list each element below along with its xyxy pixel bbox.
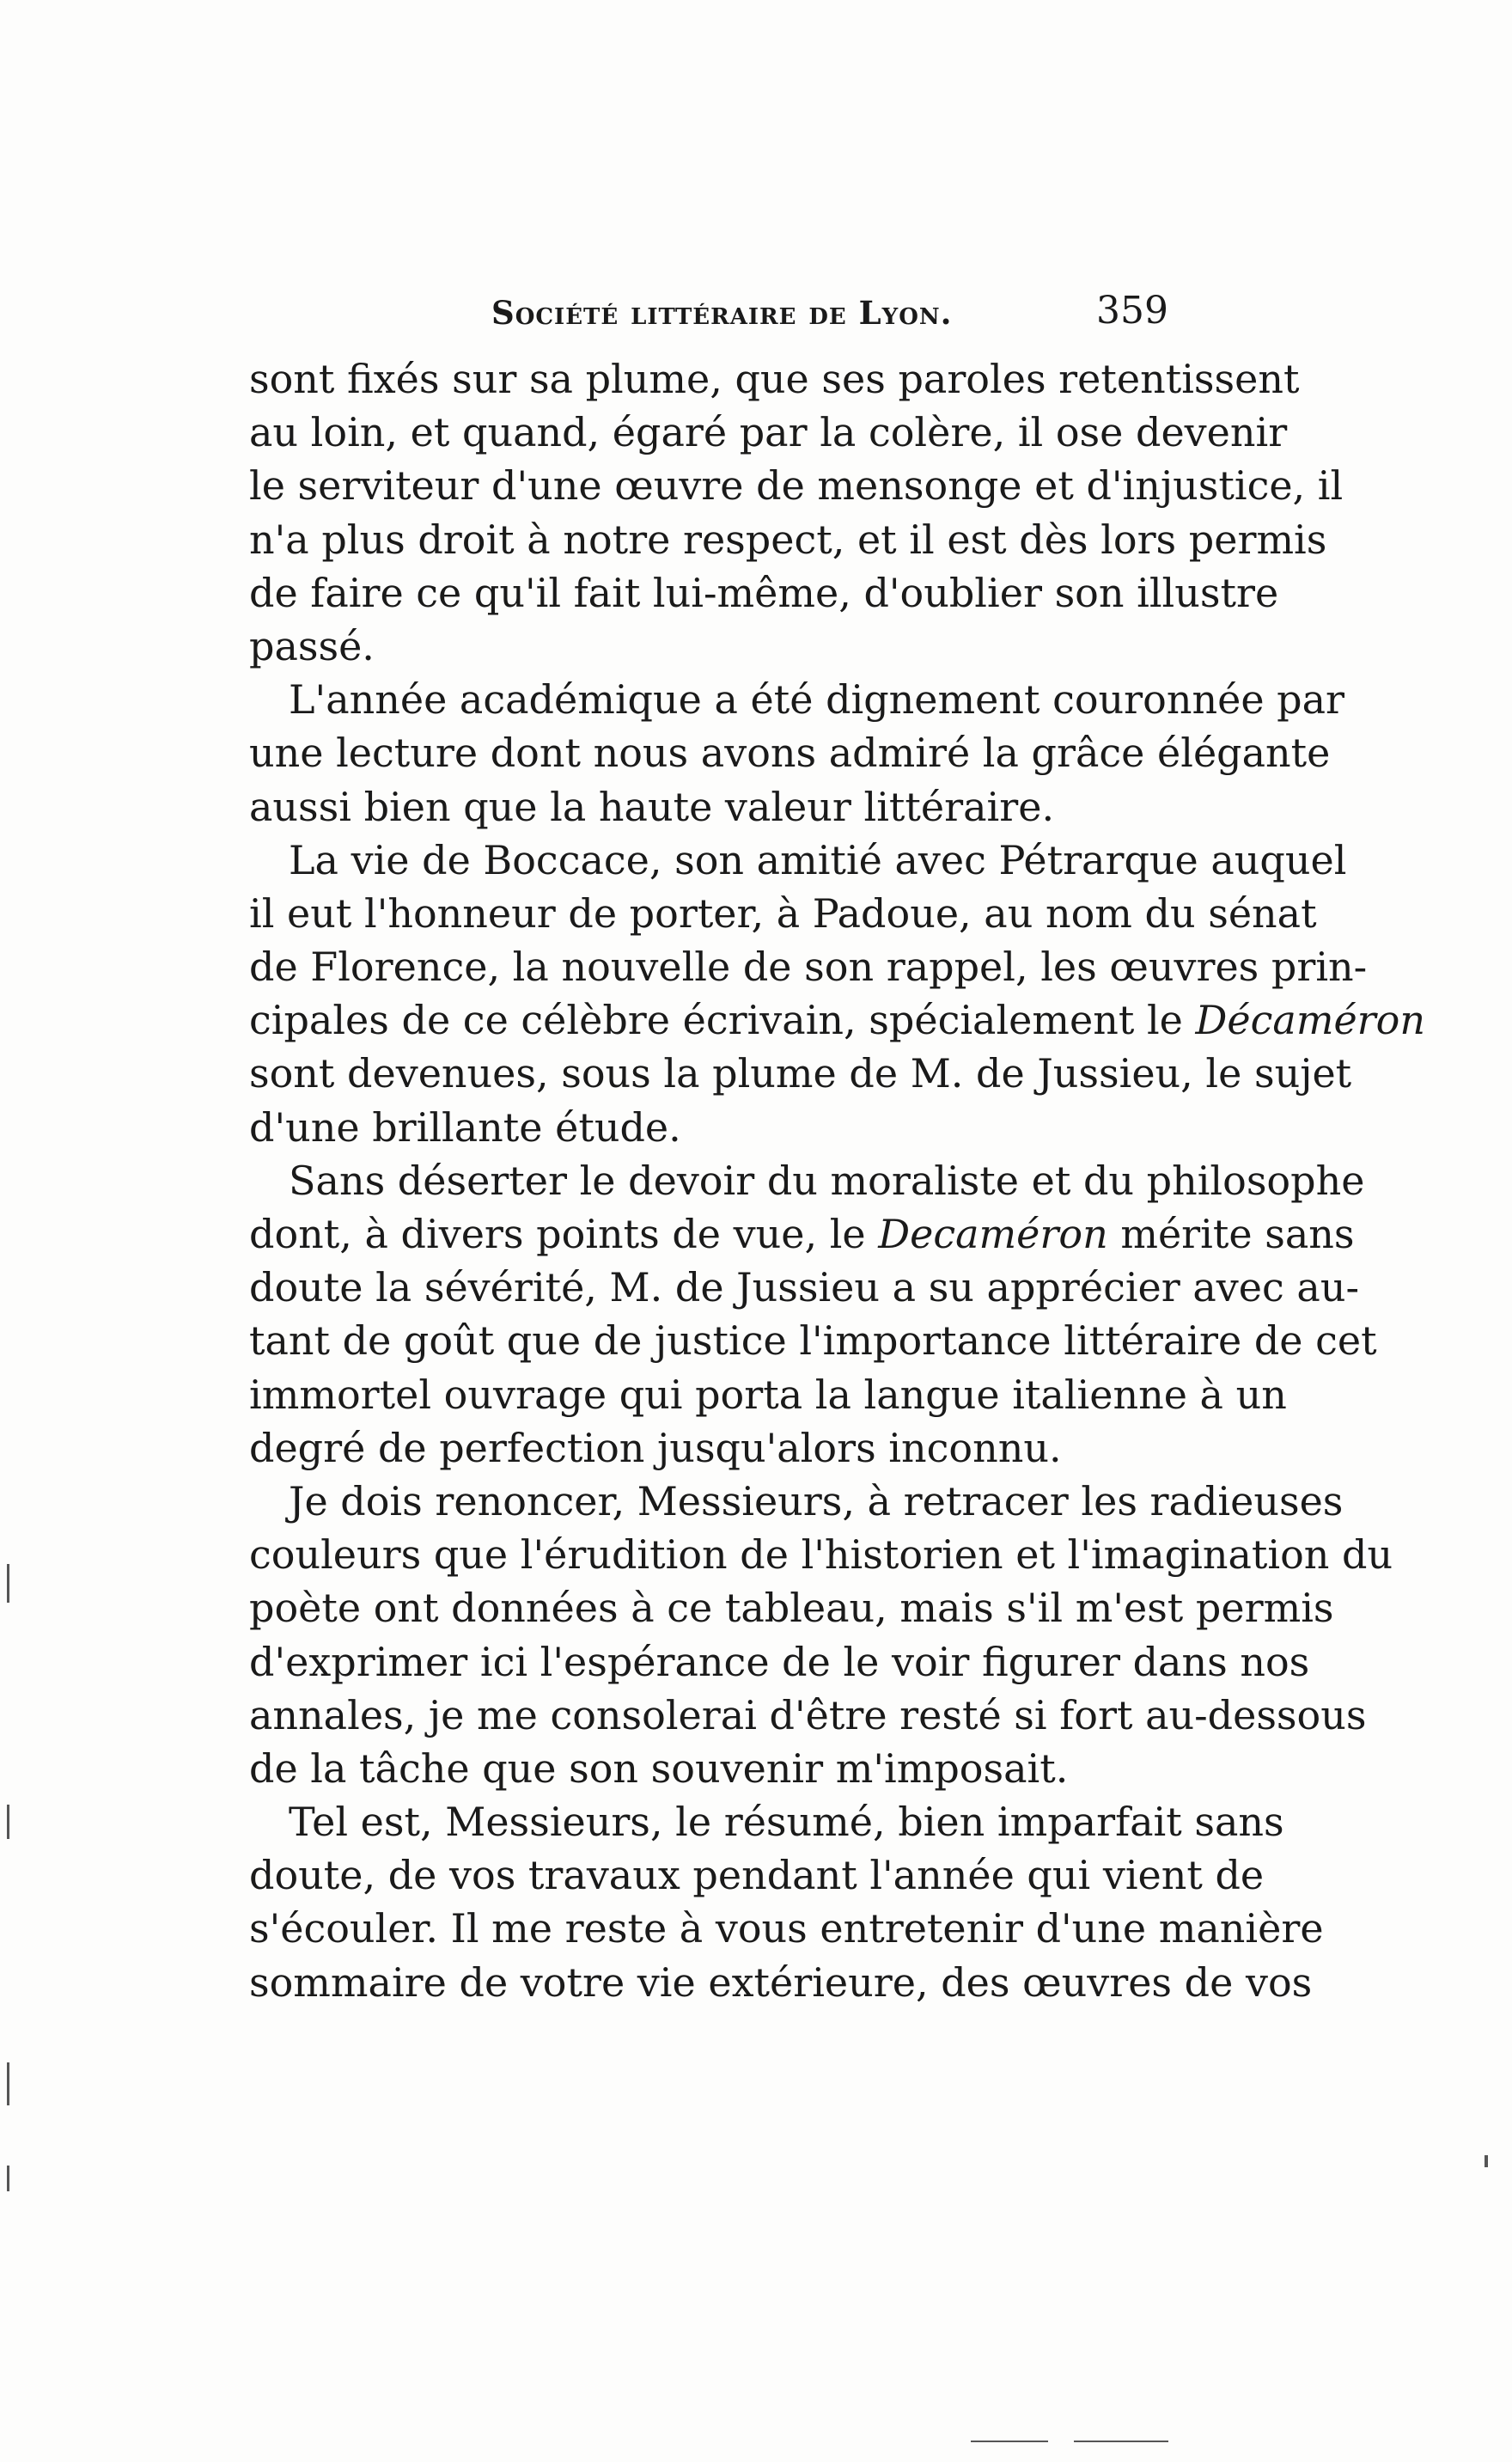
scan-mark — [7, 2166, 9, 2191]
text-line: de faire ce qu'il fait lui-même, d'oublier son illustre — [249, 569, 1279, 616]
text-line: passé. — [249, 622, 375, 669]
text-line: doute, de vos travaux pendant l'année qui vient de — [249, 1852, 1265, 1899]
text-line — [249, 1207, 1355, 1261]
text-line: couleurs que l'érudition de l'historien et l'imagination du — [249, 1531, 1393, 1579]
page-number: 359 — [1096, 289, 1168, 333]
text-line: doute la sévérité, M. de Jussieu a su apprécier avec au- — [249, 1264, 1359, 1311]
body-text — [249, 352, 1425, 2009]
text-line: sont devenues, sous la plume de M. de Jussieu, le sujet — [249, 1050, 1352, 1097]
text-line: tant de goût que de justice l'importance littéraire de cet — [249, 1317, 1377, 1365]
text-line: sommaire de votre vie extérieure, des œuvres de vos — [249, 1958, 1313, 2006]
text-line: Je dois renoncer, Messieurs, à retracer les radieuses — [289, 1477, 1344, 1524]
text-line: d'exprimer ici l'espérance de le voir figurer dans nos — [249, 1638, 1310, 1685]
text-line: au loin, et quand, égaré par la colère, il ose devenir — [249, 409, 1288, 456]
text-line: degré de perfection jusqu'alors inconnu. — [249, 1424, 1062, 1471]
text-span: mérite sans — [1120, 1211, 1355, 1257]
italic-title: Décaméron — [1195, 997, 1425, 1044]
text-span: dont, à divers points de vue, le — [249, 1211, 866, 1257]
scan-mark — [7, 1564, 9, 1603]
text-span: cipales de ce célèbre écrivain, spécialement le — [249, 997, 1183, 1044]
scan-mark — [7, 2062, 9, 2105]
text-line: n'a plus droit à notre respect, et il est dès lors permis — [249, 516, 1327, 563]
text-line: L'année académique a été dignement couronnée par — [289, 676, 1345, 724]
text-line: immortel ouvrage qui porta la langue italienne à un — [249, 1371, 1287, 1418]
scan-mark — [1485, 2155, 1488, 2167]
italic-title: Decaméron — [878, 1211, 1108, 1257]
text-line: La vie de Boccace, son amitié avec Pétrarque auquel — [289, 836, 1347, 883]
text-line: sont fixés sur sa plume, que ses paroles retentissent — [249, 356, 1300, 402]
text-line: d'une brillante étude. — [249, 1103, 681, 1151]
text-line: aussi bien que la haute valeur littéraire. — [249, 783, 1055, 830]
running-head — [249, 289, 1168, 340]
text-line: de la tâche que son souvenir m'imposait. — [249, 1744, 1069, 1792]
text-line — [249, 993, 1425, 1047]
text-line: Sans déserter le devoir du moraliste et du philosophe — [289, 1157, 1365, 1204]
scan-mark — [971, 2441, 1048, 2442]
text-line: poète ont données à ce tableau, mais s'il m'est permis — [249, 1585, 1334, 1632]
scan-mark — [7, 1805, 9, 1839]
scan-mark — [1074, 2441, 1168, 2442]
running-title: Société littéraire de Lyon. — [491, 294, 953, 332]
text-line: le serviteur d'une œuvre de mensonge et d'injustice, il — [249, 462, 1344, 510]
text-line: de Florence, la nouvelle de son rappel, les œuvres prin- — [249, 944, 1368, 991]
text-line: une lecture dont nous avons admiré la grâce élégante — [249, 730, 1331, 777]
text-line: il eut l'honneur de porter, à Padoue, au nom du sénat — [249, 889, 1317, 937]
text-line: Tel est, Messieurs, le résumé, bien imparfait sans — [289, 1799, 1284, 1846]
text-line: s'écouler. Il me reste à vous entretenir d'une manière — [249, 1905, 1324, 1952]
text-line: annales, je me consolerai d'être resté si fort au-dessous — [249, 1691, 1367, 1738]
